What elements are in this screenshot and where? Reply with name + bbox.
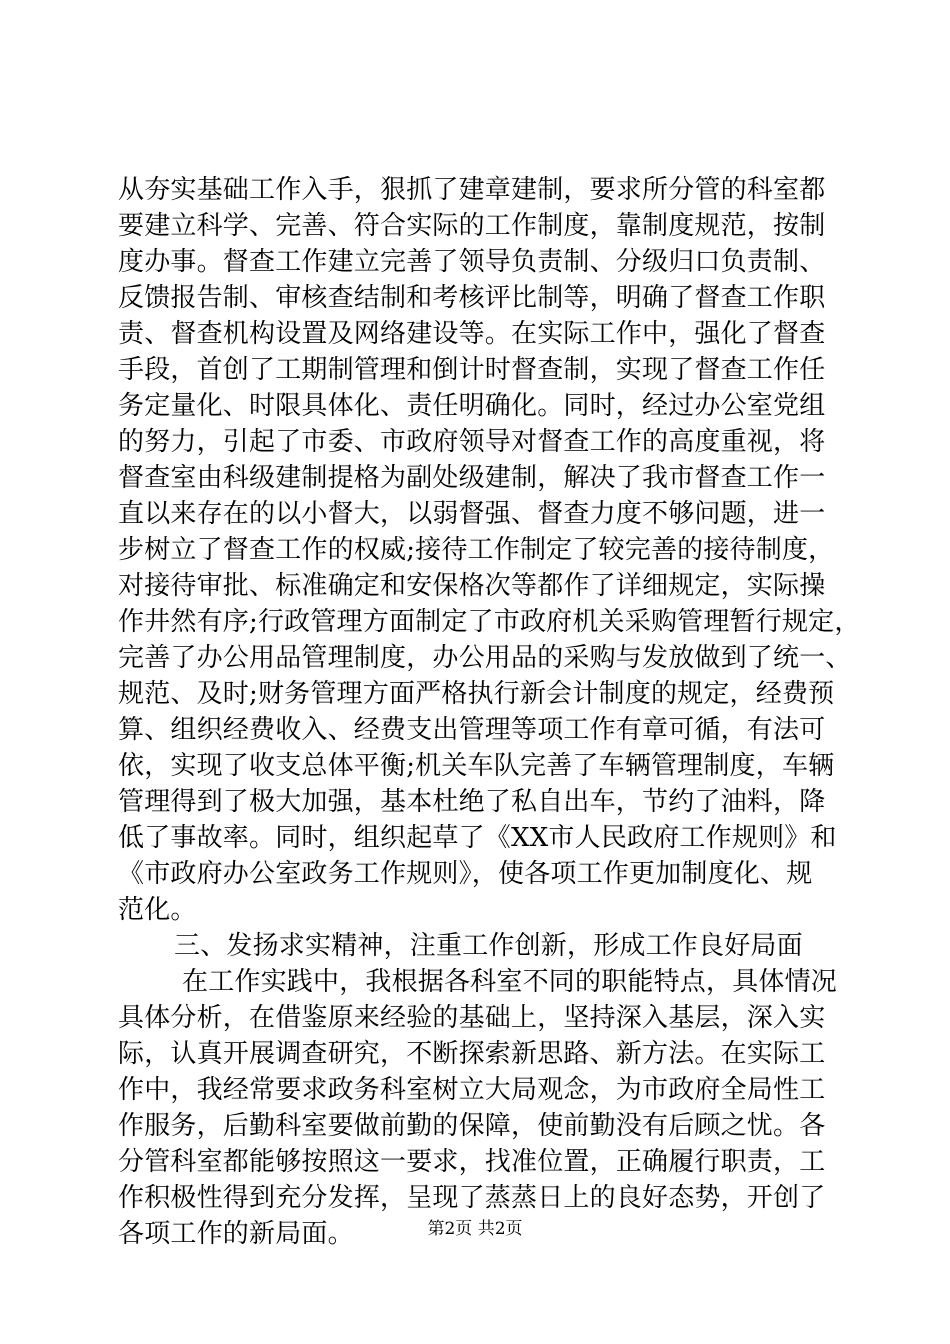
text-line: 在工作实践中，我根据各科室不同的职能特点，具体情况	[182, 967, 838, 997]
text-line: 分管科室都能够按照这一要求，找准位置，正确履行职责，工	[118, 1147, 826, 1177]
text-line: 依，实现了收支总体平衡;机关车队完善了车辆管理制度，车辆	[118, 751, 835, 781]
text-line: 反馈报告制、审核查结制和考核评比制等，明确了督查工作职	[118, 283, 826, 313]
text-line: 各项工作的新局面。	[118, 1219, 354, 1249]
page-number-label: 第2页 共2页	[427, 1219, 523, 1239]
text-line: 规范、及时;财务管理方面严格执行新会计制度的规定，经费预	[118, 679, 835, 709]
text-line: 低了事故率。同时，组织起草了《XX市人民政府工作规则》和	[118, 823, 837, 853]
text-line: 完善了办公用品管理制度，办公用品的采购与发放做到了统一、	[118, 643, 852, 673]
paragraph-1	[118, 172, 861, 928]
paragraph-2	[118, 964, 838, 1252]
text-line: 作井然有序;行政管理方面制定了市政府机关采购管理暂行规定，	[118, 607, 861, 637]
text-line: 度办事。督查工作建立完善了领导负责制、分级归口负责制、	[118, 247, 826, 277]
text-line: 步树立了督查工作的权威;接待工作制定了较完善的接待制度，	[118, 535, 835, 565]
text-line: 算、组织经费收入、经费支出管理等项工作有章可循，有法可	[118, 715, 826, 745]
text-line: 从夯实基础工作入手，狠抓了建章建制，要求所分管的科室都	[118, 175, 826, 205]
page-footer	[0, 1218, 950, 1240]
text-line: 作积极性得到充分发挥，呈现了蒸蒸日上的良好态势，开创了	[118, 1183, 826, 1213]
document-body	[118, 172, 861, 1252]
text-line: 的努力，引起了市委、市政府领导对督查工作的高度重视，将	[118, 427, 826, 457]
text-line: 手段，首创了工期制管理和倒计时督查制，实现了督查工作任	[118, 355, 826, 385]
text-line: 《市政府办公室政务工作规则》，使各项工作更加制度化、规	[118, 859, 813, 889]
text-line: 务定量化、时限具体化、责任明确化。同时，经过办公室党组	[118, 391, 826, 421]
text-line: 范化。	[118, 895, 197, 925]
text-line: 作服务，后勤科室要做前勤的保障，使前勤没有后顾之忧。各	[118, 1111, 826, 1141]
text-line: 直以来存在的以小督大，以弱督强、督查力度不够问题，进一	[118, 499, 826, 529]
text-line: 作中，我经常要求政务科室树立大局观念，为市政府全局性工	[118, 1075, 826, 1105]
text-line: 具体分析，在借鉴原来经验的基础上，坚持深入基层，深入实	[118, 1003, 826, 1033]
text-line: 要建立科学、完善、符合实际的工作制度，靠制度规范，按制	[118, 211, 826, 241]
text-line: 对接待审批、标准确定和安保格次等都作了详细规定，实际操	[118, 571, 826, 601]
text-line: 管理得到了极大加强，基本杜绝了私自出车，节约了油料，降	[118, 787, 826, 817]
text-line: 际，认真开展调查研究，不断探索新思路、新方法。在实际工	[118, 1039, 826, 1069]
text-line: 责、督查机构设置及网络建设等。在实际工作中，强化了督查	[118, 319, 826, 349]
text-line: 督查室由科级建制提格为副处级建制，解决了我市督查工作一	[118, 463, 826, 493]
section-heading: 三、发扬求实精神，注重工作创新，形成工作良好局面	[174, 931, 803, 961]
